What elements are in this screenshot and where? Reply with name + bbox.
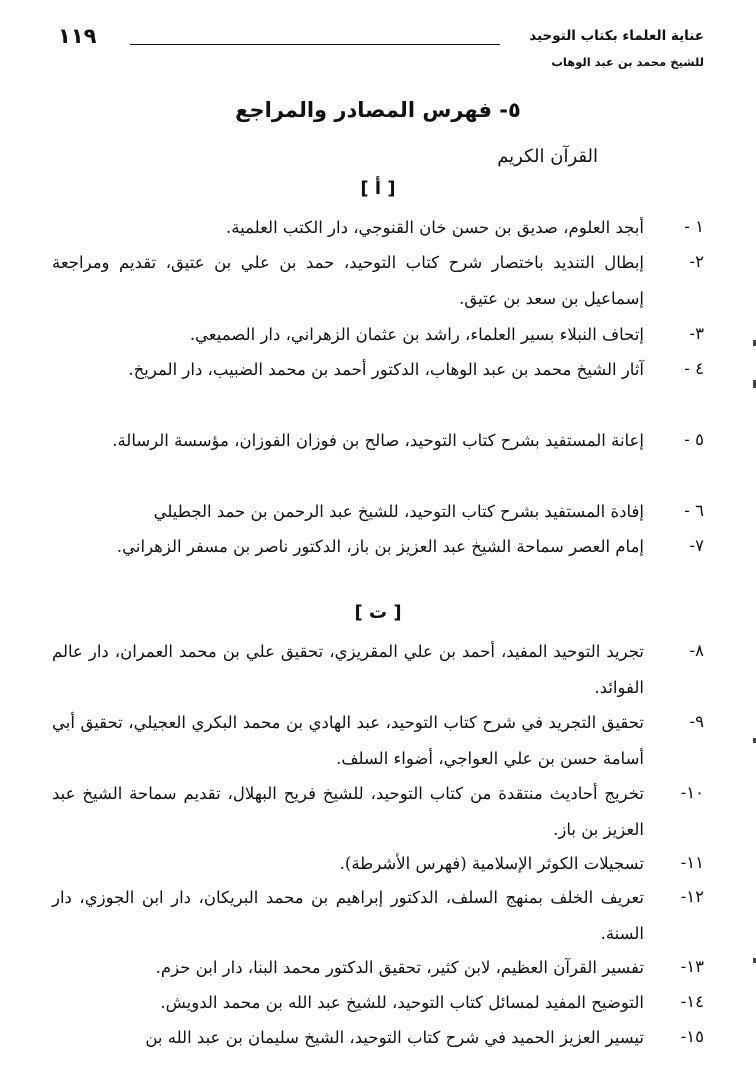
entry-number: ١٤- [680, 992, 704, 1011]
letter-heading-ta: [ ت ] [354, 602, 402, 623]
entry-number: ٤ - [684, 359, 704, 378]
book-title: عناية العلماء بكتاب التوحيد [529, 28, 704, 44]
entry-number: ٢- [689, 252, 704, 271]
entry-number: ٥ - [684, 430, 704, 449]
entry-text: تفسير القرآن العظيم، لابن كثير، تحقيق الدكتور محمد البنا، دار ابن حزم. [155, 958, 644, 977]
entry-text: تحقيق التجريد في شرح كتاب التوحيد، عبد الهادي بن محمد البكري العجيلي، تحقيق أبي أسامة حسن بن علي العواجي، أضواء السلف. [52, 713, 644, 768]
entry-text: تخريج أحاديث منتقدة من كتاب التوحيد، للشيخ فريح البهلال، تقديم سماحة الشيخ عبد العزيز بن باز. [52, 784, 644, 839]
entry-text: التوضيح المفيد لمسائل كتاب التوحيد، للشيخ عبد الله بن محمد الدويش. [160, 993, 644, 1012]
entry-number: ١٥- [680, 1027, 704, 1046]
entry-text: تيسير العزيز الحميد في شرح كتاب التوحيد، الشيخ سليمان بن عبد الله بن [145, 1028, 644, 1047]
entry-number: ١٢- [680, 887, 704, 906]
entry-text: تعريف الخلف بمنهج السلف، الدكتور إبراهيم بن محمد البريكان، دار ابن الجوزي، دار السنة. [52, 888, 644, 943]
entry-text: تسجيلات الكوثر الإسلامية (فهرس الأشرطة). [339, 854, 644, 873]
entry-text: إتحاف النبلاء بسير العلماء، راشد بن عثمان الزهراني، دار الصميعي. [189, 325, 644, 344]
entry-text: إفادة المستفيد بشرح كتاب التوحيد، للشيخ عبد الرحمن بن حمد الجطيلي [153, 502, 644, 521]
section-title: ٥- فهرس المصادر والمراجع [235, 98, 521, 122]
entry-text: إعانة المستفيد بشرح كتاب التوحيد، صالح بن فوزان الفوزان، مؤسسة الرسالة. [112, 431, 644, 450]
entry-number: ١١- [680, 853, 704, 872]
book-subtitle: للشيخ محمد بن عبد الوهاب [551, 55, 704, 69]
entry-number: ٩- [689, 712, 704, 731]
entry-number: ١٣- [680, 957, 704, 976]
header-rule [130, 44, 500, 45]
entry-text: تجريد التوحيد المفيد، أحمد بن علي المقريزي، تحقيق علي بن محمد العمران، دار عالم الفوائد. [52, 642, 644, 697]
page-number: ١١٩ [58, 24, 97, 48]
entry-number: ٧- [689, 536, 704, 555]
entry-number: ٦ - [684, 501, 704, 520]
entry-text: أبجد العلوم، صديق بن حسن خان القنوجي، دار الكتب العلمية. [226, 218, 644, 237]
entry-number: ١ - [684, 217, 704, 236]
entry-text: آثار الشيخ محمد بن عبد الوهاب، الدكتور أحمد بن محمد الضبيب، دار المريخ. [128, 360, 644, 379]
entry-text: إمام العصر سماحة الشيخ عبد العزيز بن باز، الدكتور ناصر بن مسفر الزهراني. [116, 537, 644, 556]
quran-entry: القرآن الكريم [497, 146, 598, 167]
entry-number: ٣- [689, 324, 704, 343]
entry-number: ١٠- [680, 783, 704, 802]
entry-number: ٨- [689, 641, 704, 660]
entry-text: إبطال التنديد باختصار شرح كتاب التوحيد، حمد بن علي بن عتيق، تقديم ومراجعة إسماعيل بن سعد بن عتيق. [52, 253, 644, 308]
letter-heading-alif: [ أ ] [360, 178, 396, 199]
